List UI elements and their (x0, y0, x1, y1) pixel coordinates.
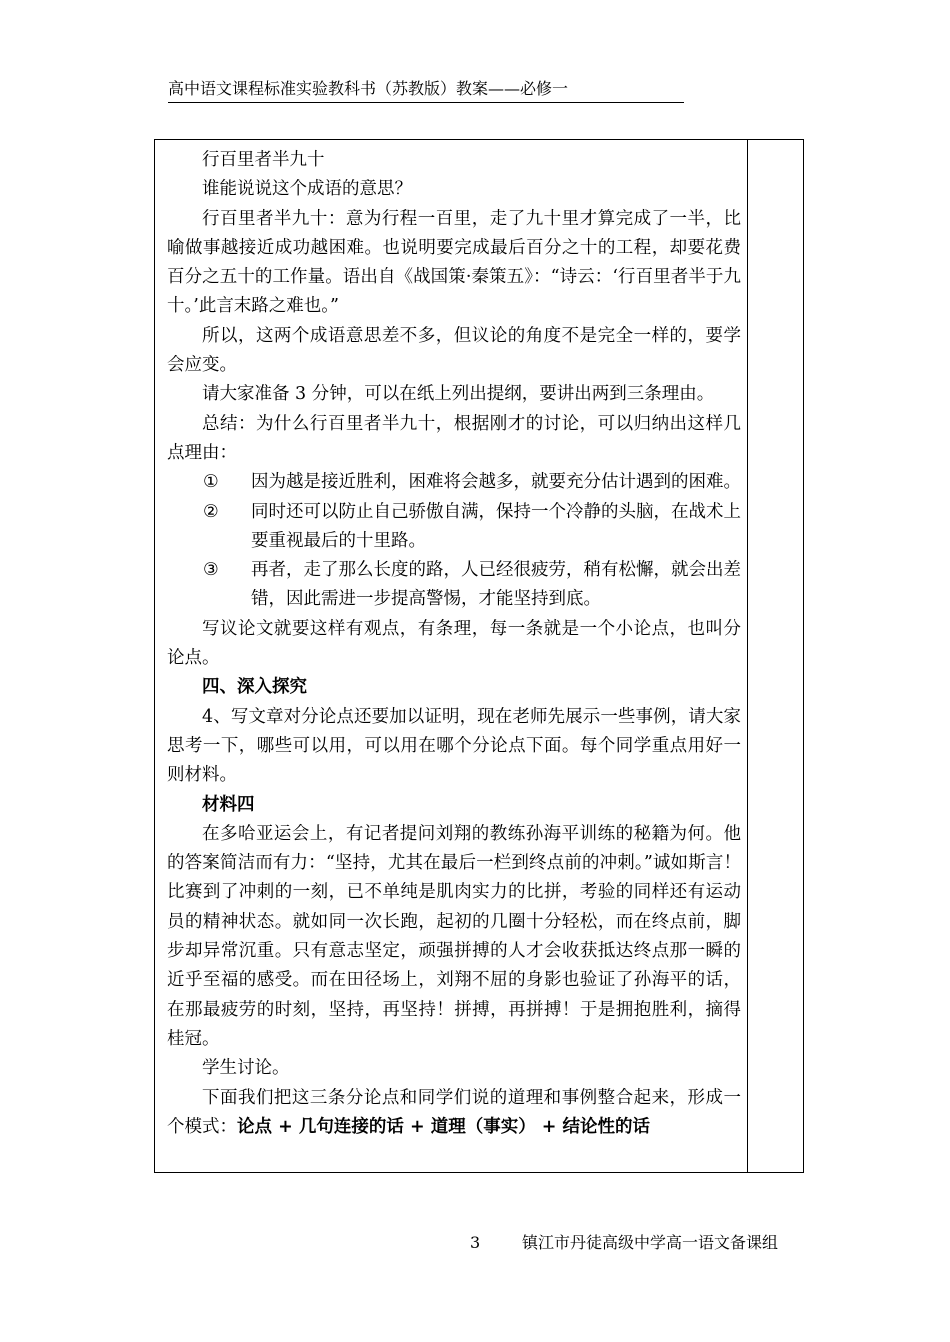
item-text: 再者，走了那么长度的路，人已经很疲劳，稍有松懈，就会出差错，因此需进一步提高警惕，才能坚持到底。 (251, 560, 741, 610)
paragraph: 总结：为什么行百里者半九十，根据刚才的讨论，可以归纳出这样几点理由： (167, 413, 741, 463)
page-number: 3 (470, 1233, 481, 1252)
paragraph: 行百里者半九十 (202, 150, 325, 170)
paragraph: 在多哈亚运会上，有记者提问刘翔的教练孙海平训练的秘籍为何。他的答案简洁而有力：“坚持，尤其在最后一栏到终点前的冲刺。”诚如斯言！比赛到了冲刺的一刻，已不单纯是肌肉实力的比拼，考验的同样还有运动员的精神状态。就如同一次长跑，起初的几圈十分轻松，而在终点前，脚步却异常沉重。只有意志坚定，顽强拼搏的人才会收获抵达终点那一瞬的近乎至福的感受。而在田径场上，刘翔不屈的身影也验证了孙海平的话，在那最疲劳的时刻，坚持，再坚持！拼搏，再拼搏！于是拥抱胜利，摘得桂冠。 (167, 823, 741, 1049)
page-header: 高中语文课程标准实验教科书（苏教版）教案——必修一 (168, 78, 684, 103)
paragraph: 所以，这两个成语意思差不多，但议论的角度不是完全一样的，要学会应变。 (167, 325, 741, 376)
paragraph: 请大家准备 3 分钟，可以在纸上列出提纲，要讲出两到三条理由。 (202, 384, 715, 405)
material-heading: 材料四 (202, 794, 255, 815)
pattern-text: 论点 + 几句连接的话 + 道理（事实） + 结论性的话 (237, 1116, 651, 1137)
footer-org: 镇江市丹徒高级中学高一语文备课组 (522, 1233, 779, 1252)
paragraph: 谁能说说这个成语的意思？ (202, 179, 412, 200)
paragraph: 写议论文就要这样有观点，有条理，每一条就是一个小论点，也叫分论点。 (167, 618, 741, 669)
item-text: 同时还可以防止自己骄傲自满，保持一个冷静的头脑，在战术上要重视最后的十里路。 (251, 501, 741, 551)
list-item (167, 556, 741, 615)
list-item (167, 498, 741, 557)
paragraph (167, 1084, 741, 1143)
lesson-content (167, 146, 741, 1142)
lesson-table (154, 139, 804, 1173)
column-divider (747, 140, 748, 1172)
paragraph: 学生讨论。 (202, 1058, 290, 1079)
item-text: 因为越是接近胜利，困难将会越多，就要充分估计遇到的困难。 (251, 472, 741, 493)
item-number: ① (203, 472, 219, 493)
section-heading: 四、深入探究 (202, 677, 307, 698)
paragraph: 行百里者半九十：意为行程一百里，走了九十里才算完成了一半，比喻做事越接近成功越困难。也说明要完成最后百分之十的工程，却要花费百分之五十的工作量。语出自《战国策·秦策五》：“诗云：‘行百里者半于九十。’此言末路之难也。” (167, 208, 741, 317)
paragraph-text: 下面我们把这三条分论点和同学们说的道理和事例整合起来，形成一个模式： (167, 1087, 741, 1137)
list-item (167, 468, 741, 497)
item-number: ③ (203, 560, 219, 581)
paragraph: 4、写文章对分论点还要加以证明，现在老师先展示一些事例，请大家思考一下，哪些可以用，可以用在哪个分论点下面。每个同学重点用好一则材料。 (167, 706, 741, 786)
item-number: ② (203, 501, 219, 522)
